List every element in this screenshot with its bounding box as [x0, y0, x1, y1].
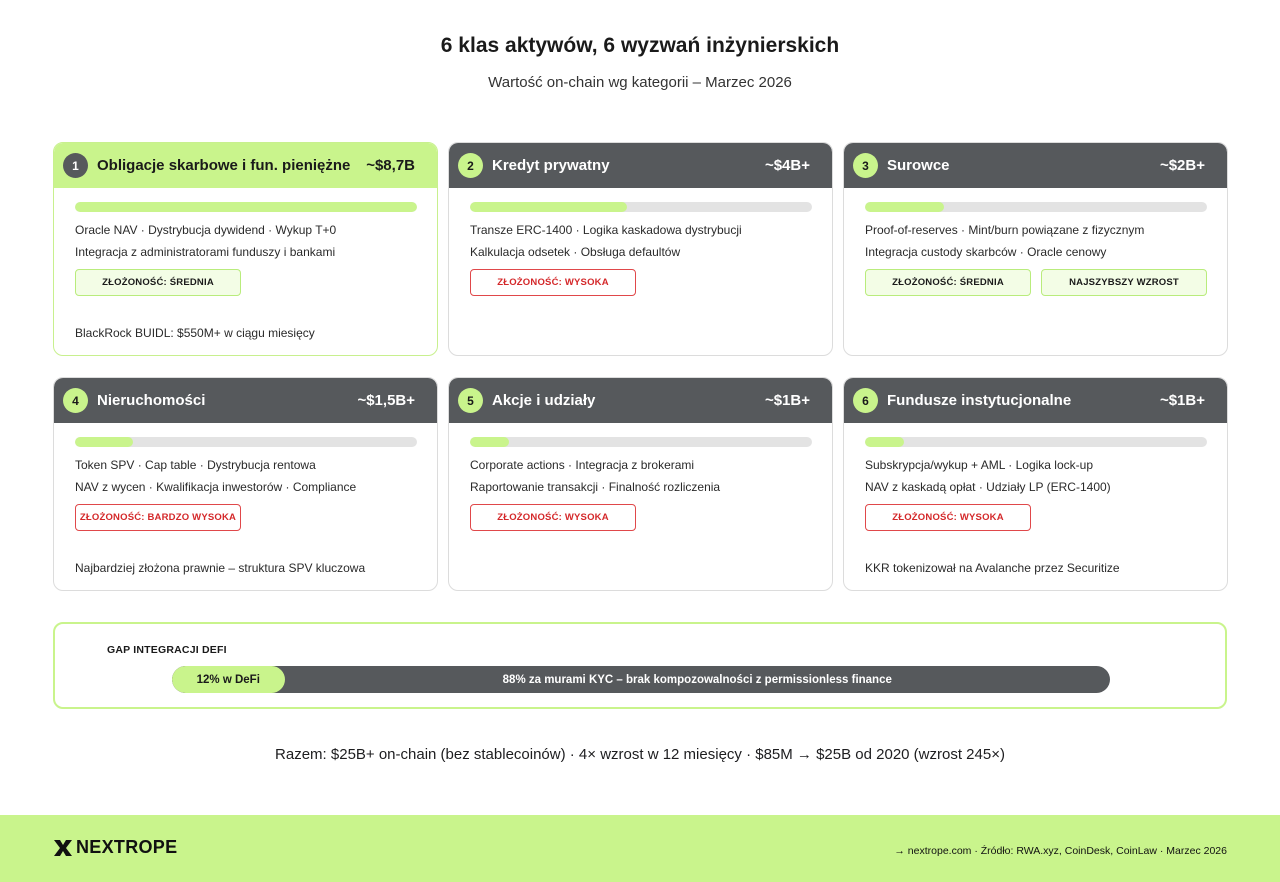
market-share-bar [470, 437, 812, 447]
card-badges [470, 269, 636, 296]
nextrope-logo[interactable] [53, 837, 177, 858]
defi-gap-label: GAP INTEGRACJI DEFI [107, 644, 227, 656]
card-number-badge: 1 [63, 153, 88, 178]
card-feature-line: Transze ERC-1400 · Logika kaskadowa dystrybucji [470, 223, 742, 237]
card-value: ~$1B+ [1159, 392, 1205, 409]
market-share-bar [470, 202, 812, 212]
card-feature-line: Proof-of-reserves · Mint/burn powiązane z fizycznym [865, 223, 1145, 237]
card-number-badge: 2 [458, 153, 483, 178]
page-subtitle: Wartość on-chain wg kategorii – Marzec 2026 [488, 74, 792, 91]
market-share-bar [865, 437, 1207, 447]
card-title: Kredyt prywatny [492, 157, 610, 174]
card-feature-line: Integracja z administratorami funduszy i bankami [75, 245, 336, 259]
card-feature-line: Integracja custody skarbców · Oracle cenowy [865, 245, 1107, 259]
card-feature-line: NAV z kaskadą opłat · Udziały LP (ERC-1400) [865, 480, 1111, 494]
card-value: ~$2B+ [1159, 157, 1205, 174]
complexity-badge: NAJSZYBSZY WZROST [1041, 269, 1207, 296]
card-title: Surowce [887, 157, 950, 174]
market-share-bar [865, 202, 1207, 212]
logo-text: NEXTROPE [76, 837, 178, 857]
card-feature-line: Token SPV · Cap table · Dystrybucja rentowa [75, 458, 316, 472]
card-value: ~$4B+ [764, 157, 810, 174]
card-header [844, 378, 1227, 423]
market-share-fill [470, 202, 627, 212]
defi-share-segment: 12% w DeFi [172, 666, 285, 693]
card-value: ~$8,7B [366, 157, 415, 174]
market-share-fill [865, 437, 904, 447]
market-share-fill [470, 437, 509, 447]
nextrope-x-icon [53, 839, 73, 857]
card-note: Najbardziej złożona prawnie – struktura SPV kluczowa [75, 561, 366, 575]
card-number-badge: 4 [63, 388, 88, 413]
card-title: Akcje i udziały [492, 392, 596, 409]
card-feature-line: Raportowanie transakcji · Finalność rozliczenia [470, 480, 721, 494]
market-share-bar [75, 202, 417, 212]
card-badges [865, 269, 1207, 296]
card-badges [470, 504, 636, 531]
card-value: ~$1,5B+ [357, 392, 415, 409]
card-badges [865, 504, 1031, 531]
card-number-badge: 3 [853, 153, 878, 178]
complexity-badge: ZŁOŻONOŚĆ: ŚREDNIA [75, 269, 241, 296]
card-header [54, 378, 437, 423]
complexity-badge: ZŁOŻONOŚĆ: ŚREDNIA [865, 269, 1031, 296]
card-header [449, 378, 832, 423]
market-share-bar [75, 437, 417, 447]
totals-summary: Razem: $25B+ on-chain (bez stablecoinów) · 4× wzrost w 12 miesięcy · $85M → $25B od 2020 (wzrost 245×) [275, 746, 1005, 763]
defi-gap-bar [172, 666, 1110, 693]
card-title: Fundusze instytucjonalne [887, 392, 1072, 409]
asset-card-1 [53, 142, 438, 356]
complexity-badge: ZŁOŻONOŚĆ: WYSOKA [470, 269, 636, 296]
card-header [844, 143, 1227, 188]
defi-gap-panel [53, 622, 1227, 709]
footer [0, 815, 1280, 882]
card-feature-line: Kalkulacja odsetek · Obsługa defaultów [470, 245, 681, 259]
asset-card-2 [448, 142, 833, 356]
card-note: BlackRock BUIDL: $550M+ w ciągu miesięcy [75, 326, 315, 340]
card-badges [75, 504, 241, 531]
card-badges [75, 269, 241, 296]
card-header [449, 143, 832, 188]
complexity-badge: ZŁOŻONOŚĆ: WYSOKA [470, 504, 636, 531]
market-share-fill [865, 202, 944, 212]
footer-source: → nextrope.com · Źródło: RWA.xyz, CoinDesk, CoinLaw · Marzec 2026 [894, 845, 1227, 857]
page-title: 6 klas aktywów, 6 wyzwań inżynierskich [440, 34, 840, 57]
market-share-fill [75, 437, 133, 447]
card-feature-line: Subskrypcja/wykup + AML · Logika lock-up [865, 458, 1093, 472]
asset-card-3 [843, 142, 1228, 356]
asset-card-4 [53, 377, 438, 591]
card-value: ~$1B+ [764, 392, 810, 409]
card-header [54, 143, 437, 188]
market-share-fill [75, 202, 417, 212]
complexity-badge: ZŁOŻONOŚĆ: WYSOKA [865, 504, 1031, 531]
card-title: Obligacje skarbowe i fun. pieniężne [97, 157, 351, 174]
asset-card-5 [448, 377, 833, 591]
card-feature-line: Corporate actions · Integracja z brokerami [470, 458, 695, 472]
card-title: Nieruchomości [97, 392, 206, 409]
complexity-badge: ZŁOŻONOŚĆ: BARDZO WYSOKA [75, 504, 241, 531]
card-number-badge: 5 [458, 388, 483, 413]
card-number-badge: 6 [853, 388, 878, 413]
card-feature-line: Oracle NAV · Dystrybucja dywidend · Wykup T+0 [75, 223, 337, 237]
card-note: KKR tokenizował na Avalanche przez Securitize [865, 561, 1120, 575]
asset-card-6 [843, 377, 1228, 591]
kyc-share-segment: 88% za murami KYC – brak kompozowalności z permissionless finance [502, 673, 892, 686]
card-feature-line: NAV z wycen · Kwalifikacja inwestorów · Compliance [75, 480, 357, 494]
